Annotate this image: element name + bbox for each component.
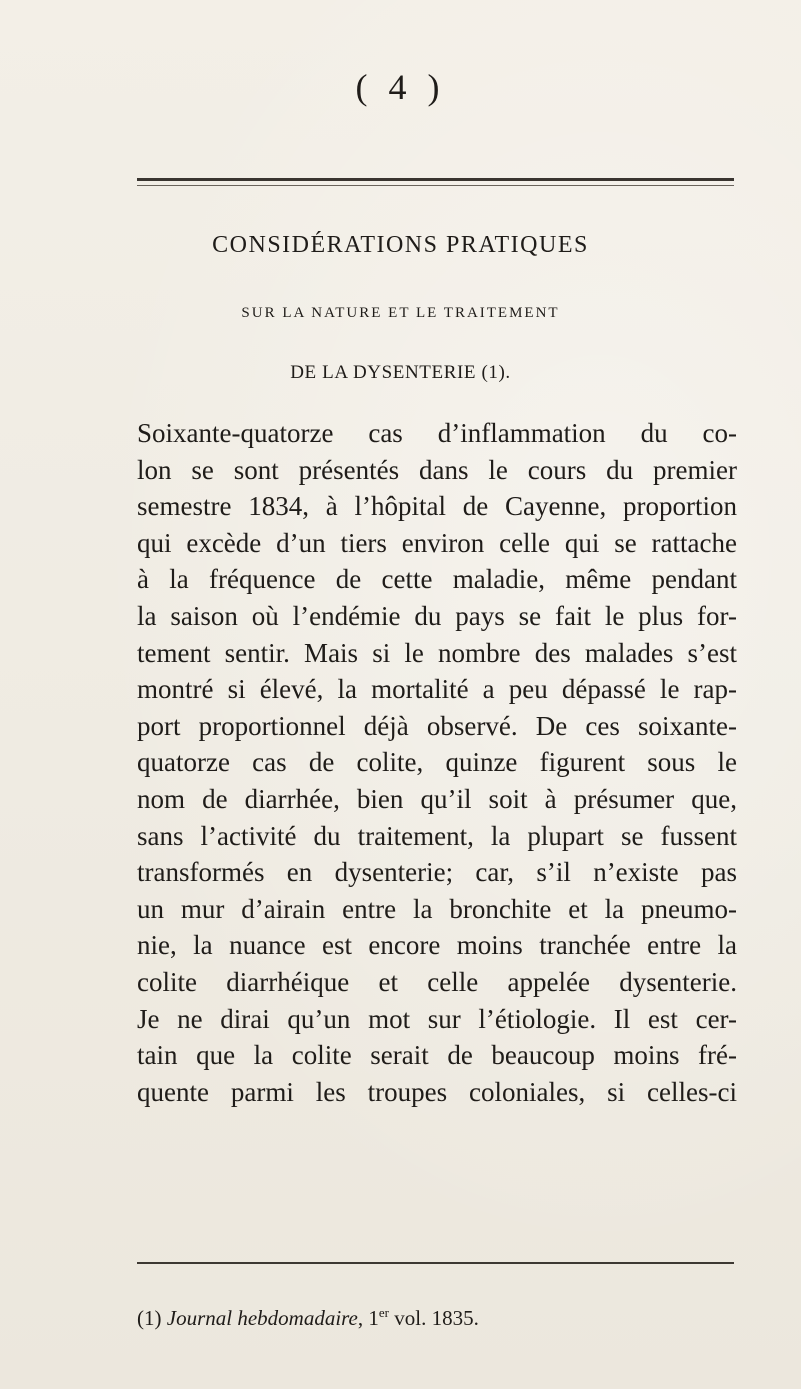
footnote-marker: (1): [137, 1306, 162, 1330]
footnote-rest: vol. 1835.: [394, 1306, 479, 1330]
document-title: CONSIDÉRATIONS PRATIQUES: [212, 232, 589, 258]
text-line: transformés en dysenterie; car, s’il n’existe pas: [137, 857, 737, 888]
page-number: ( 4 ): [355, 67, 446, 107]
footnote-journal: Journal hebdomadaire: [166, 1306, 358, 1330]
text-line: nom de diarrhée, bien qu’il soit à présumer que,: [137, 783, 737, 814]
text-line: colite diarrhéique et celle appelée dysenterie.: [137, 966, 737, 997]
text-line: quatorze cas de colite, quinze figurent sous le: [137, 747, 737, 778]
document-subtitle-2: DE LA DYSENTERIE (1).: [290, 362, 511, 383]
footnote-separator: ,: [357, 1306, 364, 1330]
top-rule-thin: [137, 185, 734, 186]
text-line: qui excède d’un tiers environ celle qui se rattache: [137, 527, 737, 558]
text-line: la saison où l’endémie du pays se fait le plus for-: [137, 600, 737, 631]
text-line: tain que la colite serait de beaucoup moins fré-: [137, 1040, 737, 1071]
text-line: montré si élevé, la mortalité a peu dépassé le rap-: [137, 674, 737, 705]
text-line: semestre 1834, à l’hôpital de Cayenne, proportion: [137, 491, 737, 522]
text-line: Soixante-quatorze cas d’inflammation du co-: [137, 418, 737, 448]
text-line: nie, la nuance est encore moins tranchée entre la: [137, 930, 737, 961]
text-line: tement sentir. Mais si le nombre des malades s’est: [137, 637, 737, 668]
text-line: sans l’activité du traitement, la plupart se fussent: [137, 820, 737, 851]
body-text: [137, 415, 737, 1110]
top-rule: [137, 178, 734, 181]
text-line: lon se sont présentés dans le cours du premier: [137, 454, 737, 485]
document-subtitle: SUR LA NATURE ET LE TRAITEMENT: [241, 305, 560, 321]
footnote: [137, 1305, 737, 1331]
text-line: Je ne dirai qu’un mot sur l’étiologie. Il est cer-: [137, 1003, 737, 1034]
footnote-rule: [137, 1262, 734, 1264]
text-line: port proportionnel déjà observé. De ces soixante-: [137, 710, 737, 741]
footnote-volume-ordinal: er: [378, 1305, 389, 1320]
text-line: un mur d’airain entre la bronchite et la pneumo-: [137, 893, 737, 924]
text-line: quente parmi les troupes coloniales, si celles-ci: [137, 1076, 737, 1107]
text-line: à la fréquence de cette maladie, même pendant: [137, 564, 737, 595]
footnote-volume-number: 1: [368, 1306, 379, 1330]
